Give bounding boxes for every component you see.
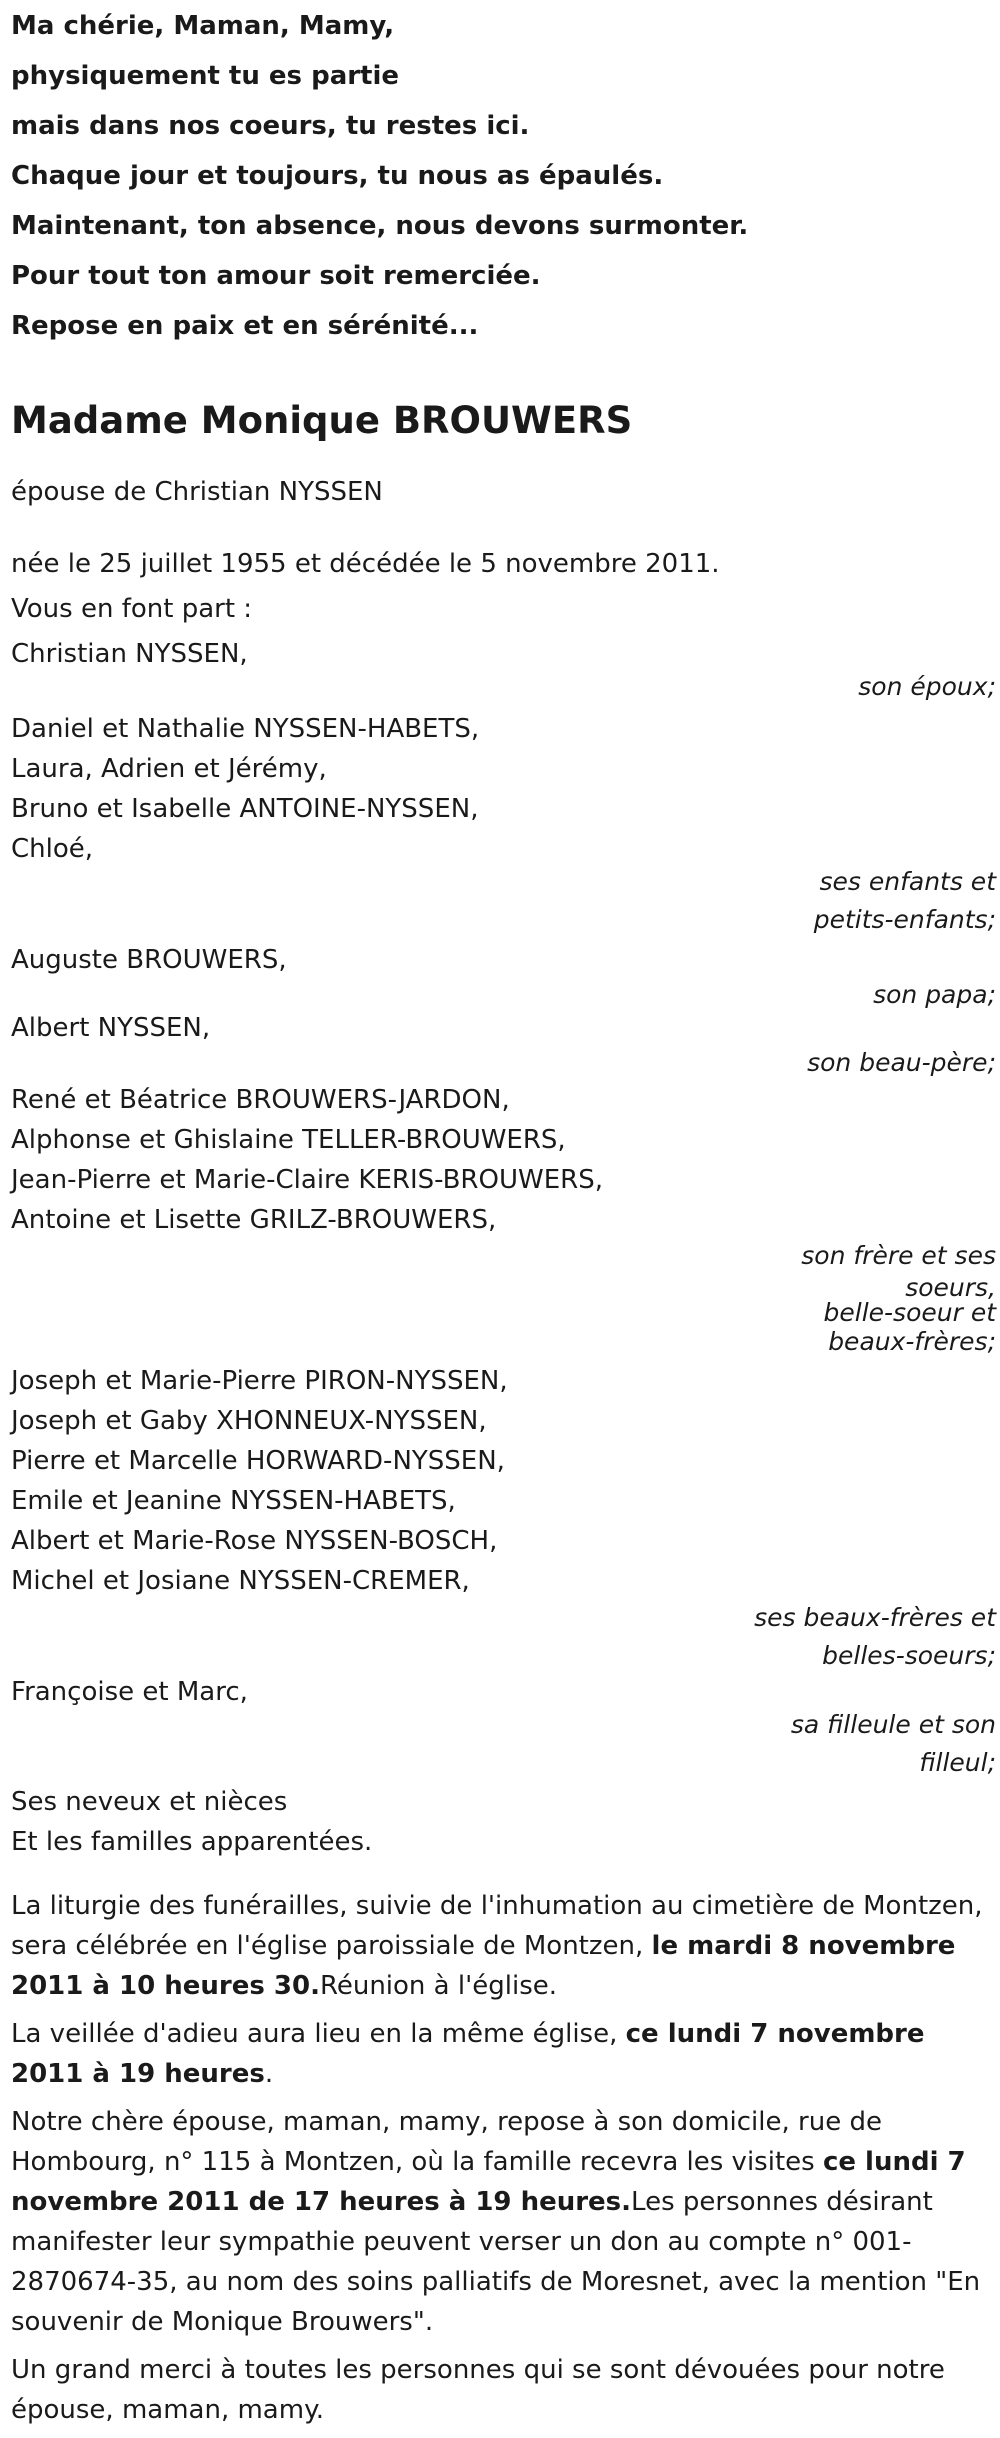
role-line: son frère et ses	[801, 1241, 996, 1270]
role-line: son beau-père;	[807, 1048, 996, 1077]
paragraph-text: Notre chère épouse, maman, mamy, repose à son domicile, rue de Hombourg, n° 115 à Montzen, où la famille recevra les visites	[11, 2107, 882, 2177]
role-line: son époux;	[858, 672, 996, 701]
poem-line: Pour tout ton amour soit remerciée.	[11, 261, 541, 291]
paragraph-emphasis: ce lundi 7 novembre 2011 à 19 heures	[11, 2019, 925, 2089]
nephews-line: Ses neveux et nièces	[11, 1787, 288, 1817]
poem-line: Repose en paix et en sérénité...	[11, 311, 479, 341]
vigil-paragraph	[11, 2014, 997, 2094]
thanks-paragraph: Un grand merci à toutes les personnes qui se sont dévouées pour notre épouse, maman, mamy.	[11, 2355, 945, 2425]
paragraph-text: Réunion à l'église.	[319, 1971, 557, 2001]
dates-line: née le 25 juillet 1955 et décédée le 5 novembre 2011.	[11, 549, 720, 579]
families-line: Et les familles apparentées.	[11, 1827, 373, 1857]
poem-line: physiquement tu es partie	[11, 61, 400, 91]
in-law-name: Albert et Marie-Rose NYSSEN-BOSCH,	[11, 1526, 498, 1556]
in-law-name: Joseph et Marie-Pierre PIRON-NYSSEN,	[11, 1366, 508, 1396]
role-line: belle-soeur et	[823, 1298, 996, 1327]
paragraph-text: Les personnes désirant manifester leur sympathie peuvent verser un don au compte n° 001-2870674-35, au nom des soins palliatifs de Moresnet, avec la mention "En souvenir de Monique Brouwers".	[11, 2187, 981, 2337]
sibling-name: René et Béatrice BROUWERS-JARDON,	[11, 1085, 510, 1115]
sibling-name: Alphonse et Ghislaine TELLER-BROUWERS,	[11, 1125, 566, 1155]
role-line: beaux-frères;	[828, 1327, 996, 1356]
siblings-group	[11, 1080, 997, 1240]
godchildren-role	[11, 1706, 996, 1782]
paragraph-text: .	[264, 2059, 274, 2089]
role-line: petits-enfants;	[813, 905, 996, 934]
deceased-name: Madame Monique BROUWERS	[11, 399, 633, 442]
intro-line: Vous en font part :	[11, 594, 253, 624]
children-name: Bruno et Isabelle ANTOINE-NYSSEN,	[11, 794, 479, 824]
in-law-name: Joseph et Gaby XHONNEUX-NYSSEN,	[11, 1406, 487, 1436]
role-line: son papa;	[873, 980, 996, 1009]
role-line: filleul;	[919, 1748, 996, 1777]
siblings-role	[11, 1238, 996, 1360]
children-name: Chloé,	[11, 834, 94, 864]
sibling-name: Jean-Pierre et Marie-Claire KERIS-BROUWERS,	[11, 1165, 603, 1195]
role-line: sa filleule et son	[790, 1710, 996, 1739]
sibling-name: Antoine et Lisette GRILZ-BROUWERS,	[11, 1205, 497, 1235]
in-laws-group	[11, 1361, 997, 1601]
children-name: Daniel et Nathalie NYSSEN-HABETS,	[11, 714, 480, 744]
poem-line: Ma chérie, Maman, Mamy,	[11, 11, 395, 41]
funeral-paragraph	[11, 1886, 997, 2006]
in-law-name: Michel et Josiane NYSSEN-CREMER,	[11, 1566, 470, 1596]
role-line: soeurs,	[905, 1273, 996, 1302]
father-name: Auguste BROUWERS,	[11, 945, 287, 975]
obituary-page	[11, 0, 997, 2430]
visits-paragraph	[11, 2102, 997, 2342]
husband-name: Christian NYSSEN,	[11, 639, 248, 669]
spouse-line: épouse de Christian NYSSEN	[11, 477, 383, 507]
role-line: ses beaux-frères et	[754, 1603, 996, 1632]
poem-line: Maintenant, ton absence, nous devons surmonter.	[11, 211, 749, 241]
father-in-law-name: Albert NYSSEN,	[11, 1013, 211, 1043]
poem-line: mais dans nos coeurs, tu restes ici.	[11, 111, 530, 141]
children-role	[11, 863, 996, 939]
children-group	[11, 709, 997, 869]
paragraph-emphasis: ce lundi 7 novembre 2011 de 17 heures à 19 heures.	[11, 2147, 966, 2217]
godchildren-name: Françoise et Marc,	[11, 1677, 248, 1707]
in-law-name: Pierre et Marcelle HORWARD-NYSSEN,	[11, 1446, 505, 1476]
in-laws-role	[11, 1599, 996, 1675]
poem-line: Chaque jour et toujours, tu nous as épaulés.	[11, 161, 664, 191]
father-in-law-role	[11, 1044, 996, 1082]
paragraph-text: La veillée d'adieu aura lieu en la même église,	[11, 2019, 626, 2049]
children-name: Laura, Adrien et Jérémy,	[11, 754, 327, 784]
paragraph-text: La liturgie des funérailles, suivie de l'inhumation au cimetière de Montzen, sera célébrée en l'église paroissiale de Montzen,	[11, 1891, 983, 1961]
in-law-name: Emile et Jeanine NYSSEN-HABETS,	[11, 1486, 456, 1516]
poem	[11, 13, 997, 339]
paragraph-emphasis: le mardi 8 novembre 2011 à 10 heures 30.	[11, 1931, 956, 2001]
role-line: belles-soeurs;	[822, 1641, 996, 1670]
role-line: ses enfants et	[819, 867, 996, 896]
